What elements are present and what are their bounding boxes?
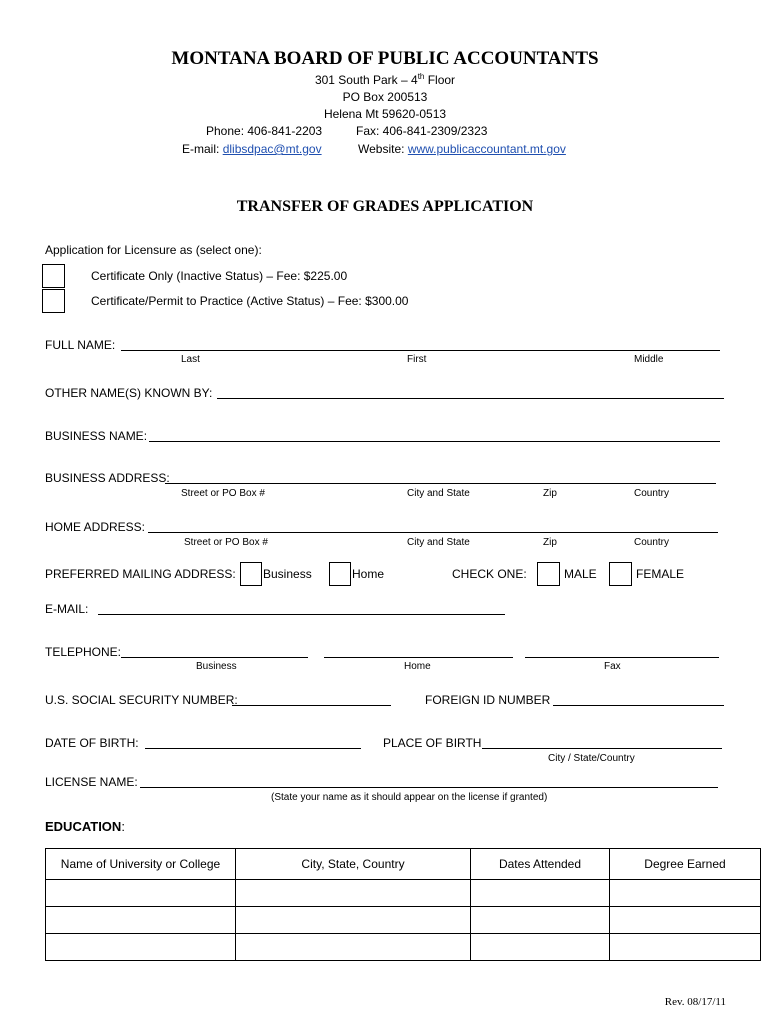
license-name-caption: (State your name as it should appear on the license if granted) — [271, 792, 548, 803]
col-university: Name of University or College — [46, 849, 236, 880]
mailing-business-checkbox[interactable] — [240, 562, 262, 586]
female-label: FEMALE — [636, 567, 685, 581]
address-line-3: Helena Mt 59620-0513 — [323, 107, 447, 121]
business-name-input[interactable] — [149, 441, 720, 442]
revision-date: Rev. 08/17/11 — [664, 996, 726, 1008]
inactive-status-checkbox[interactable] — [42, 264, 65, 288]
table-cell[interactable] — [46, 880, 236, 907]
home-country-caption: Country — [634, 537, 670, 548]
mailing-business-label: Business — [263, 567, 312, 581]
table-row — [46, 907, 761, 934]
dob-label: DATE OF BIRTH: — [45, 736, 139, 750]
dob-input[interactable] — [145, 748, 361, 749]
place-of-birth-label: PLACE OF BIRTH — [383, 736, 482, 750]
home-city-caption: City and State — [407, 537, 470, 548]
business-name-label: BUSINESS NAME: — [45, 429, 148, 443]
other-names-input[interactable] — [217, 398, 724, 399]
other-names-label: OTHER NAME(S) KNOWN BY: — [45, 386, 213, 400]
inactive-status-label: Certificate Only (Inactive Status) – Fee: $225.00 — [91, 269, 348, 283]
col-dates: Dates Attended — [471, 849, 610, 880]
preferred-mailing-label: PREFERRED MAILING ADDRESS: — [45, 567, 236, 581]
col-degree: Degree Earned — [610, 849, 761, 880]
home-address-input[interactable] — [148, 532, 718, 533]
table-cell[interactable] — [610, 907, 761, 934]
education-heading — [45, 819, 125, 834]
address-line-2: PO Box 200513 — [342, 90, 428, 104]
fax-text: Fax: 406-841-2309/2323 — [356, 124, 488, 138]
address-sup: th — [417, 72, 425, 81]
active-status-checkbox[interactable] — [42, 289, 65, 313]
full-name-input[interactable] — [121, 350, 720, 351]
table-row — [46, 880, 761, 907]
email-input[interactable] — [98, 614, 505, 615]
foreign-id-label: FOREIGN ID NUMBER — [425, 693, 551, 707]
ssn-input[interactable] — [232, 705, 391, 706]
business-address-input[interactable] — [165, 483, 716, 484]
table-cell[interactable] — [471, 907, 610, 934]
website-contact — [358, 142, 566, 156]
email-contact — [182, 142, 322, 156]
address-street: 301 South Park – 4 — [314, 73, 418, 87]
table-cell[interactable] — [236, 907, 471, 934]
male-label: MALE — [564, 567, 597, 581]
table-cell[interactable] — [610, 880, 761, 907]
website-link[interactable]: www.publicaccountant.mt.gov — [407, 142, 566, 156]
home-address-label: HOME ADDRESS: — [45, 520, 146, 534]
last-name-caption: Last — [181, 354, 200, 365]
mailing-home-label: Home — [352, 567, 385, 581]
fax-input[interactable] — [525, 657, 719, 658]
foreign-id-input[interactable] — [553, 705, 724, 706]
education-table — [45, 848, 761, 961]
table-cell[interactable] — [46, 934, 236, 961]
org-title: MONTANA BOARD OF PUBLIC ACCOUNTANTS — [171, 48, 599, 69]
license-name-label: LICENSE NAME: — [45, 775, 138, 789]
mailing-home-checkbox[interactable] — [329, 562, 351, 586]
table-cell[interactable] — [46, 907, 236, 934]
ssn-label: U.S. SOCIAL SECURITY NUMBER: — [45, 693, 238, 707]
table-row — [46, 934, 761, 961]
table-cell[interactable] — [471, 934, 610, 961]
active-status-label: Certificate/Permit to Practice (Active Status) – Fee: $300.00 — [91, 294, 409, 308]
address-floor: Floor — [424, 73, 456, 87]
first-name-caption: First — [407, 354, 427, 365]
home-phone-input[interactable] — [324, 657, 513, 658]
business-city-caption: City and State — [407, 488, 470, 499]
middle-name-caption: Middle — [634, 354, 664, 365]
place-of-birth-input[interactable] — [482, 748, 722, 749]
business-country-caption: Country — [634, 488, 670, 499]
address-line-1 — [0, 72, 770, 87]
full-name-label: FULL NAME: — [45, 338, 116, 352]
check-one-label: CHECK ONE: — [452, 567, 527, 581]
education-header-row — [46, 849, 761, 880]
home-zip-caption: Zip — [543, 537, 557, 548]
business-phone-caption: Business — [196, 661, 237, 672]
table-cell[interactable] — [610, 934, 761, 961]
table-cell[interactable] — [236, 880, 471, 907]
fax-caption: Fax — [604, 661, 621, 672]
business-street-caption: Street or PO Box # — [181, 488, 265, 499]
male-checkbox[interactable] — [537, 562, 560, 586]
education-label: EDUCATION — [45, 819, 122, 834]
telephone-label: TELEPHONE: — [45, 645, 122, 659]
place-of-birth-caption: City / State/Country — [548, 753, 635, 764]
phone-text: Phone: 406-841-2203 — [206, 124, 323, 138]
license-name-input[interactable] — [140, 787, 718, 788]
website-label: Website: — [358, 142, 405, 156]
email-label: E-mail: — [182, 142, 220, 156]
business-phone-input[interactable] — [121, 657, 308, 658]
form-title: TRANSFER OF GRADES APPLICATION — [236, 198, 534, 215]
licensure-prompt: Application for Licensure as (select one): — [45, 243, 262, 257]
business-zip-caption: Zip — [543, 488, 557, 499]
email-field-label: E-MAIL: — [45, 602, 89, 616]
home-phone-caption: Home — [404, 661, 431, 672]
home-street-caption: Street or PO Box # — [184, 537, 268, 548]
female-checkbox[interactable] — [609, 562, 632, 586]
table-cell[interactable] — [471, 880, 610, 907]
email-link[interactable]: dlibsdpac@mt.gov — [222, 142, 322, 156]
education-colon: : — [121, 819, 125, 834]
business-address-label: BUSINESS ADDRESS: — [45, 471, 170, 485]
table-cell[interactable] — [236, 934, 471, 961]
col-location: City, State, Country — [236, 849, 471, 880]
